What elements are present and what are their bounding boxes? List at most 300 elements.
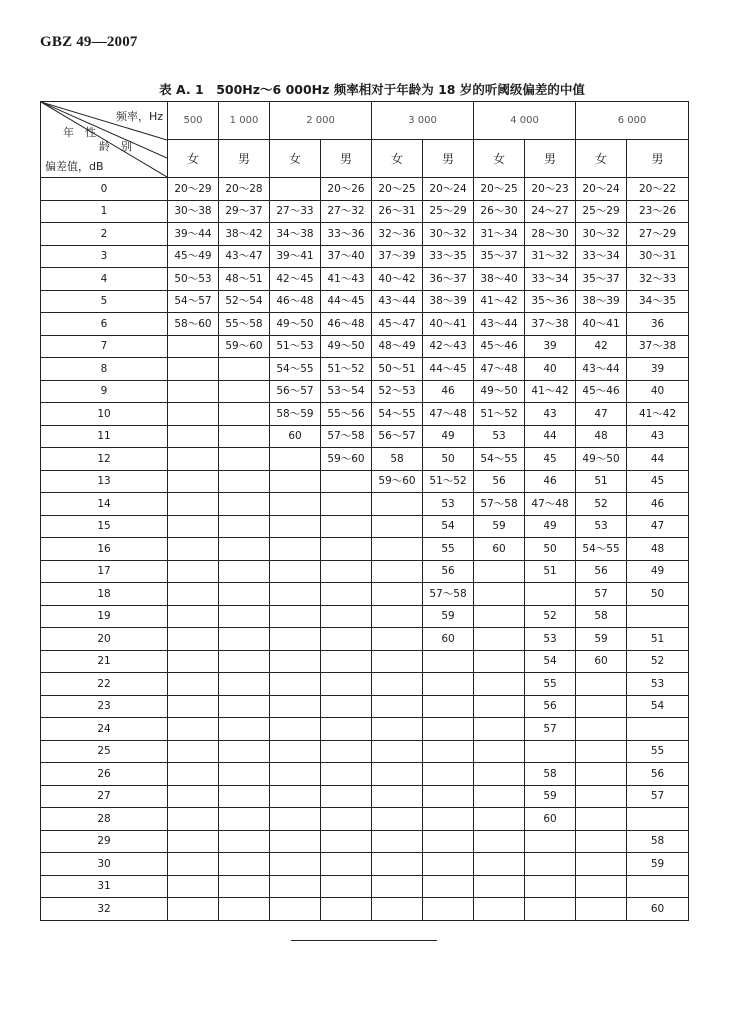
- deviation-value-cell: 18: [41, 583, 168, 606]
- age-range-cell: [219, 470, 270, 493]
- age-range-cell: 41～42: [525, 380, 576, 403]
- age-range-cell: 40～41: [423, 313, 474, 336]
- age-range-cell: [423, 763, 474, 786]
- age-range-cell: 49～50: [474, 380, 525, 403]
- age-range-cell: [474, 763, 525, 786]
- age-range-cell: 42～45: [270, 268, 321, 291]
- age-range-cell: [321, 763, 372, 786]
- age-range-cell: 49: [525, 515, 576, 538]
- age-range-cell: [576, 785, 627, 808]
- age-range-cell: 39: [525, 335, 576, 358]
- age-range-cell: 52: [525, 605, 576, 628]
- age-range-cell: [576, 875, 627, 898]
- age-range-cell: 24～27: [525, 200, 576, 223]
- age-range-cell: [321, 853, 372, 876]
- age-range-cell: 26～31: [372, 200, 423, 223]
- age-range-cell: [219, 538, 270, 561]
- deviation-value-cell: 5: [41, 290, 168, 313]
- corner-frequency-label: 频率，Hz: [115, 110, 163, 123]
- age-range-cell: 44～45: [423, 358, 474, 381]
- age-range-cell: 55～56: [321, 403, 372, 426]
- age-range-cell: 40: [525, 358, 576, 381]
- age-range-cell: 59: [576, 628, 627, 651]
- age-range-cell: [219, 830, 270, 853]
- age-range-cell: 20～25: [372, 178, 423, 201]
- deviation-value-cell: 31: [41, 875, 168, 898]
- age-range-cell: 20～23: [525, 178, 576, 201]
- deviation-value-cell: 15: [41, 515, 168, 538]
- hearing-deviation-table: [40, 101, 689, 921]
- age-range-cell: [168, 493, 219, 516]
- age-range-cell: 52～53: [372, 380, 423, 403]
- age-range-cell: [525, 875, 576, 898]
- age-range-cell: 54～55: [474, 448, 525, 471]
- age-range-cell: 48～49: [372, 335, 423, 358]
- age-range-cell: [474, 808, 525, 831]
- age-range-cell: [270, 605, 321, 628]
- age-range-cell: 51: [525, 560, 576, 583]
- age-range-cell: 50～51: [372, 358, 423, 381]
- age-range-cell: [168, 335, 219, 358]
- age-range-cell: [423, 695, 474, 718]
- age-range-cell: [270, 695, 321, 718]
- age-range-cell: 56: [627, 763, 689, 786]
- age-range-cell: 23～26: [627, 200, 689, 223]
- age-range-cell: [270, 538, 321, 561]
- age-range-cell: [372, 560, 423, 583]
- age-range-cell: [270, 493, 321, 516]
- age-range-cell: 36～37: [423, 268, 474, 291]
- age-range-cell: 52～54: [219, 290, 270, 313]
- age-range-cell: 41～42: [474, 290, 525, 313]
- age-range-cell: 20～28: [219, 178, 270, 201]
- gender-cell: 女: [372, 140, 423, 178]
- age-range-cell: 42～43: [423, 335, 474, 358]
- age-range-cell: [168, 808, 219, 831]
- age-range-cell: 31～34: [474, 223, 525, 246]
- age-range-cell: 45～46: [576, 380, 627, 403]
- age-range-cell: [168, 853, 219, 876]
- age-range-cell: 30～32: [576, 223, 627, 246]
- age-range-cell: [372, 605, 423, 628]
- frequency-header-row: [41, 102, 689, 140]
- age-range-cell: [474, 650, 525, 673]
- age-range-cell: [423, 875, 474, 898]
- age-range-cell: [321, 673, 372, 696]
- age-range-cell: [168, 380, 219, 403]
- age-range-cell: [168, 560, 219, 583]
- deviation-value-cell: 6: [41, 313, 168, 336]
- age-range-cell: [168, 538, 219, 561]
- age-range-cell: [627, 875, 689, 898]
- age-range-cell: 54～55: [576, 538, 627, 561]
- age-range-cell: [219, 583, 270, 606]
- age-range-cell: [219, 673, 270, 696]
- age-range-cell: 56: [525, 695, 576, 718]
- age-range-cell: 25～29: [576, 200, 627, 223]
- age-range-cell: 43～47: [219, 245, 270, 268]
- age-range-cell: [372, 740, 423, 763]
- age-range-cell: 60: [474, 538, 525, 561]
- age-range-cell: 35～36: [525, 290, 576, 313]
- deviation-value-cell: 10: [41, 403, 168, 426]
- table-body: [41, 178, 689, 921]
- age-range-cell: [219, 853, 270, 876]
- table-row: [41, 605, 689, 628]
- age-range-cell: [168, 605, 219, 628]
- age-range-cell: 35～37: [576, 268, 627, 291]
- freq-1000: 1 000: [219, 102, 270, 140]
- table-row: [41, 583, 689, 606]
- age-range-cell: 45～49: [168, 245, 219, 268]
- age-range-cell: 54: [627, 695, 689, 718]
- age-range-cell: [219, 785, 270, 808]
- age-range-cell: [576, 763, 627, 786]
- age-range-cell: [219, 515, 270, 538]
- age-range-cell: 40～42: [372, 268, 423, 291]
- age-range-cell: 43: [627, 425, 689, 448]
- deviation-value-cell: 0: [41, 178, 168, 201]
- age-range-cell: 49: [627, 560, 689, 583]
- table-row: [41, 830, 689, 853]
- age-range-cell: [474, 830, 525, 853]
- age-range-cell: 57: [576, 583, 627, 606]
- deviation-value-cell: 12: [41, 448, 168, 471]
- age-range-cell: 27～29: [627, 223, 689, 246]
- age-range-cell: [423, 740, 474, 763]
- age-range-cell: 38～39: [576, 290, 627, 313]
- age-range-cell: 58～60: [168, 313, 219, 336]
- deviation-value-cell: 4: [41, 268, 168, 291]
- age-range-cell: [321, 785, 372, 808]
- deviation-value-cell: 1: [41, 200, 168, 223]
- table-row: [41, 560, 689, 583]
- age-range-cell: 60: [423, 628, 474, 651]
- age-range-cell: 49～50: [576, 448, 627, 471]
- age-range-cell: [270, 560, 321, 583]
- age-range-cell: 56～57: [372, 425, 423, 448]
- age-range-cell: [219, 628, 270, 651]
- age-range-cell: [372, 695, 423, 718]
- age-range-cell: [270, 718, 321, 741]
- age-range-cell: 53: [576, 515, 627, 538]
- age-range-cell: [576, 695, 627, 718]
- age-range-cell: [168, 830, 219, 853]
- age-range-cell: [168, 898, 219, 921]
- age-range-cell: 50: [627, 583, 689, 606]
- gender-cell: 男: [423, 140, 474, 178]
- age-range-cell: 47: [627, 515, 689, 538]
- deviation-value-cell: 7: [41, 335, 168, 358]
- age-range-cell: 58～59: [270, 403, 321, 426]
- age-range-cell: 56: [576, 560, 627, 583]
- freq-4000: 4 000: [474, 102, 576, 140]
- age-range-cell: 28～30: [525, 223, 576, 246]
- age-range-cell: 59: [627, 853, 689, 876]
- age-range-cell: [321, 628, 372, 651]
- age-range-cell: 46～48: [270, 290, 321, 313]
- age-range-cell: [321, 875, 372, 898]
- table-row: [41, 403, 689, 426]
- table-row: [41, 178, 689, 201]
- age-range-cell: 50: [423, 448, 474, 471]
- table-row: [41, 898, 689, 921]
- age-range-cell: 30～31: [627, 245, 689, 268]
- gender-cell: 女: [270, 140, 321, 178]
- age-range-cell: [168, 403, 219, 426]
- age-range-cell: 54～55: [372, 403, 423, 426]
- age-range-cell: 38～39: [423, 290, 474, 313]
- table-row: [41, 245, 689, 268]
- age-range-cell: 58: [525, 763, 576, 786]
- age-range-cell: 51～52: [474, 403, 525, 426]
- end-rule: [291, 940, 437, 941]
- age-range-cell: [321, 583, 372, 606]
- age-range-cell: 51～52: [321, 358, 372, 381]
- table-row: [41, 380, 689, 403]
- age-range-cell: 55～58: [219, 313, 270, 336]
- table-row: [41, 335, 689, 358]
- age-range-cell: [219, 380, 270, 403]
- age-range-cell: [372, 583, 423, 606]
- age-range-cell: 31～32: [525, 245, 576, 268]
- age-range-cell: [474, 875, 525, 898]
- age-range-cell: [219, 650, 270, 673]
- age-range-cell: 53: [525, 628, 576, 651]
- table-row: [41, 740, 689, 763]
- age-range-cell: 48～51: [219, 268, 270, 291]
- age-range-cell: [321, 898, 372, 921]
- age-range-cell: [270, 178, 321, 201]
- age-range-cell: [423, 785, 474, 808]
- deviation-value-cell: 3: [41, 245, 168, 268]
- age-range-cell: 45～47: [372, 313, 423, 336]
- age-range-cell: 57: [525, 718, 576, 741]
- age-range-cell: 34～35: [627, 290, 689, 313]
- age-range-cell: 50～53: [168, 268, 219, 291]
- gender-cell: 女: [474, 140, 525, 178]
- age-range-cell: [576, 830, 627, 853]
- deviation-value-cell: 2: [41, 223, 168, 246]
- table-row: [41, 650, 689, 673]
- age-range-cell: [270, 470, 321, 493]
- age-range-cell: [372, 538, 423, 561]
- age-range-cell: 57～58: [423, 583, 474, 606]
- age-range-cell: 54: [423, 515, 474, 538]
- age-range-cell: 59～60: [372, 470, 423, 493]
- table-row: [41, 853, 689, 876]
- age-range-cell: 46: [627, 493, 689, 516]
- age-range-cell: [372, 830, 423, 853]
- age-range-cell: [474, 560, 525, 583]
- deviation-value-cell: 27: [41, 785, 168, 808]
- age-range-cell: 20～25: [474, 178, 525, 201]
- age-range-cell: [372, 763, 423, 786]
- age-range-cell: [168, 763, 219, 786]
- age-range-cell: [321, 830, 372, 853]
- table-row: [41, 268, 689, 291]
- age-range-cell: [321, 808, 372, 831]
- age-range-cell: 59: [525, 785, 576, 808]
- age-range-cell: 59～60: [219, 335, 270, 358]
- age-range-cell: [474, 695, 525, 718]
- age-range-cell: [270, 740, 321, 763]
- age-range-cell: 29～37: [219, 200, 270, 223]
- age-range-cell: 57～58: [321, 425, 372, 448]
- table-row: [41, 785, 689, 808]
- age-range-cell: 44～45: [321, 290, 372, 313]
- deviation-value-cell: 21: [41, 650, 168, 673]
- age-range-cell: 20～24: [576, 178, 627, 201]
- age-range-cell: [423, 853, 474, 876]
- age-range-cell: 57: [627, 785, 689, 808]
- age-range-cell: 56: [423, 560, 474, 583]
- age-range-cell: 32～36: [372, 223, 423, 246]
- deviation-value-cell: 8: [41, 358, 168, 381]
- age-range-cell: [270, 898, 321, 921]
- age-range-cell: 55: [423, 538, 474, 561]
- age-range-cell: [219, 898, 270, 921]
- age-range-cell: [627, 605, 689, 628]
- age-range-cell: [525, 740, 576, 763]
- age-range-cell: [576, 898, 627, 921]
- age-range-cell: 40: [627, 380, 689, 403]
- age-range-cell: [270, 875, 321, 898]
- age-range-cell: [321, 470, 372, 493]
- table-row: [41, 448, 689, 471]
- age-range-cell: [219, 740, 270, 763]
- age-range-cell: [219, 763, 270, 786]
- age-range-cell: 27～32: [321, 200, 372, 223]
- age-range-cell: [423, 898, 474, 921]
- age-range-cell: 51～53: [270, 335, 321, 358]
- age-range-cell: [423, 650, 474, 673]
- age-range-cell: [372, 808, 423, 831]
- table-row: [41, 200, 689, 223]
- age-range-cell: [372, 898, 423, 921]
- table-row: [41, 358, 689, 381]
- age-range-cell: [219, 875, 270, 898]
- age-range-cell: 41～43: [321, 268, 372, 291]
- age-range-cell: [270, 515, 321, 538]
- age-range-cell: 33～34: [525, 268, 576, 291]
- table-row: [41, 425, 689, 448]
- table-row: [41, 673, 689, 696]
- age-range-cell: 60: [627, 898, 689, 921]
- age-range-cell: [321, 650, 372, 673]
- age-range-cell: 36: [627, 313, 689, 336]
- age-range-cell: 53: [627, 673, 689, 696]
- age-range-cell: 47～48: [474, 358, 525, 381]
- deviation-value-cell: 16: [41, 538, 168, 561]
- age-range-cell: 54: [525, 650, 576, 673]
- age-range-cell: 40～41: [576, 313, 627, 336]
- age-range-cell: [270, 650, 321, 673]
- age-range-cell: 60: [525, 808, 576, 831]
- age-range-cell: [219, 448, 270, 471]
- age-range-cell: [168, 358, 219, 381]
- gender-cell: 男: [321, 140, 372, 178]
- freq-6000: 6 000: [576, 102, 689, 140]
- age-range-cell: 59～60: [321, 448, 372, 471]
- table-row: [41, 808, 689, 831]
- age-range-cell: [219, 808, 270, 831]
- age-range-cell: [168, 695, 219, 718]
- age-range-cell: 37～38: [627, 335, 689, 358]
- table-row: [41, 763, 689, 786]
- age-range-cell: 58: [627, 830, 689, 853]
- age-range-cell: [321, 538, 372, 561]
- age-range-cell: [372, 875, 423, 898]
- age-range-cell: [576, 853, 627, 876]
- deviation-value-cell: 30: [41, 853, 168, 876]
- age-range-cell: [474, 605, 525, 628]
- age-range-cell: 38～42: [219, 223, 270, 246]
- age-range-cell: [474, 673, 525, 696]
- age-range-cell: 55: [525, 673, 576, 696]
- age-range-cell: 44: [627, 448, 689, 471]
- age-range-cell: 60: [270, 425, 321, 448]
- age-range-cell: 43: [525, 403, 576, 426]
- age-range-cell: 55: [627, 740, 689, 763]
- age-range-cell: 51～52: [423, 470, 474, 493]
- age-range-cell: 45: [525, 448, 576, 471]
- age-range-cell: [423, 808, 474, 831]
- age-range-cell: [423, 673, 474, 696]
- age-range-cell: [168, 583, 219, 606]
- age-range-cell: [576, 740, 627, 763]
- age-range-cell: [474, 898, 525, 921]
- age-range-cell: 48: [576, 425, 627, 448]
- age-range-cell: [576, 808, 627, 831]
- age-range-cell: [219, 560, 270, 583]
- age-range-cell: 58: [576, 605, 627, 628]
- age-range-cell: 35～37: [474, 245, 525, 268]
- age-range-cell: 59: [474, 515, 525, 538]
- deviation-value-cell: 9: [41, 380, 168, 403]
- age-range-cell: 32～33: [627, 268, 689, 291]
- age-range-cell: [474, 583, 525, 606]
- age-range-cell: [321, 493, 372, 516]
- age-range-cell: 53～54: [321, 380, 372, 403]
- age-range-cell: 20～22: [627, 178, 689, 201]
- age-range-cell: [525, 853, 576, 876]
- age-range-cell: [321, 605, 372, 628]
- age-range-cell: 49～50: [321, 335, 372, 358]
- age-range-cell: 47～48: [525, 493, 576, 516]
- age-range-cell: 51: [627, 628, 689, 651]
- age-range-cell: [270, 673, 321, 696]
- table-row: [41, 290, 689, 313]
- age-range-cell: 46: [423, 380, 474, 403]
- age-range-cell: [372, 628, 423, 651]
- age-range-cell: [168, 448, 219, 471]
- age-range-cell: 42: [576, 335, 627, 358]
- age-range-cell: [474, 628, 525, 651]
- age-range-cell: [270, 830, 321, 853]
- deviation-value-cell: 23: [41, 695, 168, 718]
- age-range-cell: [219, 358, 270, 381]
- table-row: [41, 313, 689, 336]
- age-range-cell: [576, 673, 627, 696]
- age-range-cell: [219, 403, 270, 426]
- age-range-cell: [168, 875, 219, 898]
- age-range-cell: 44: [525, 425, 576, 448]
- age-range-cell: [270, 785, 321, 808]
- age-range-cell: [219, 493, 270, 516]
- age-range-cell: 39～44: [168, 223, 219, 246]
- age-range-cell: 48: [627, 538, 689, 561]
